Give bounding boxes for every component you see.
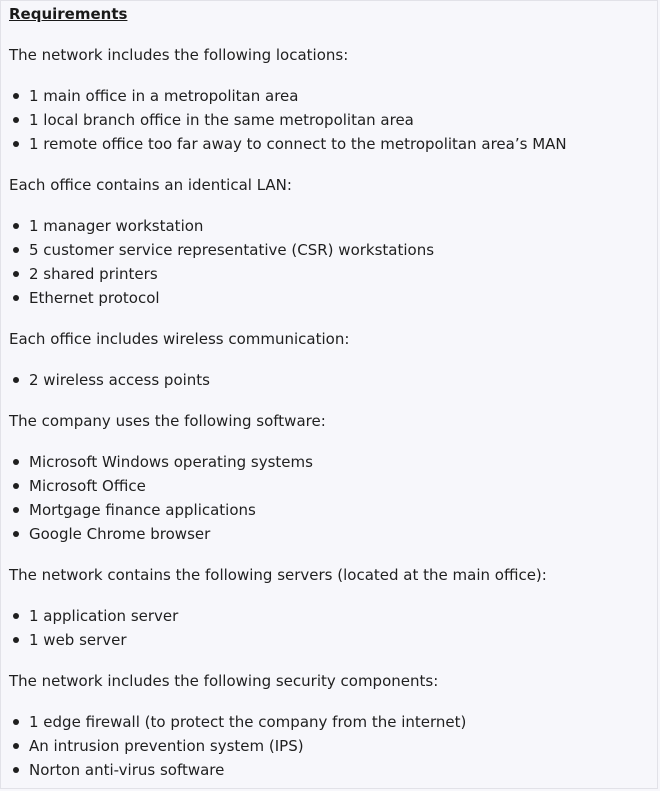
bullet-icon (13, 719, 19, 725)
section-intro-locations: The network includes the following locations: (9, 46, 349, 64)
list-item: Mortgage finance applications (9, 500, 657, 520)
list-software (9, 452, 657, 544)
bullet-icon (13, 459, 19, 465)
list-servers (9, 606, 657, 650)
bullet-icon (13, 507, 19, 513)
list-item: 5 customer service representative (CSR) workstations (9, 240, 657, 260)
list-item: Google Chrome browser (9, 524, 657, 544)
bullet-icon (13, 223, 19, 229)
bullet-icon (13, 141, 19, 147)
list-item: Microsoft Windows operating systems (9, 452, 657, 472)
bullet-icon (13, 377, 19, 383)
list-item: 1 edge firewall (to protect the company from the internet) (9, 712, 657, 732)
bullet-icon (13, 271, 19, 277)
list-lan (9, 216, 657, 308)
list-item: 1 local branch office in the same metropolitan area (9, 110, 657, 130)
bullet-icon (13, 613, 19, 619)
bullet-icon (13, 295, 19, 301)
list-item: 2 wireless access points (9, 370, 657, 390)
list-item: 1 web server (9, 630, 657, 650)
section-intro-lan: Each office contains an identical LAN: (9, 176, 292, 194)
list-item: Microsoft Office (9, 476, 657, 496)
page-title: Requirements (9, 5, 128, 23)
list-item: An intrusion prevention system (IPS) (9, 736, 657, 756)
section-intro-security: The network includes the following security components: (9, 672, 439, 690)
list-item: 1 remote office too far away to connect to the metropolitan area’s MAN (9, 134, 657, 154)
section-intro-software: The company uses the following software: (9, 412, 326, 430)
bullet-icon (13, 637, 19, 643)
section-intro-wireless: Each office includes wireless communication: (9, 330, 350, 348)
list-item: 1 main office in a metropolitan area (9, 86, 657, 106)
bullet-icon (13, 247, 19, 253)
bullet-icon (13, 117, 19, 123)
list-locations (9, 86, 657, 154)
bullet-icon (13, 743, 19, 749)
list-item: 2 shared printers (9, 264, 657, 284)
list-item: 1 application server (9, 606, 657, 626)
bullet-icon (13, 93, 19, 99)
bullet-icon (13, 531, 19, 537)
list-item: 1 manager workstation (9, 216, 657, 236)
bullet-icon (13, 483, 19, 489)
bullet-icon (13, 767, 19, 773)
list-security (9, 712, 657, 780)
list-item: Norton anti-virus software (9, 760, 657, 780)
section-intro-servers: The network contains the following servers (located at the main office): (9, 566, 547, 584)
list-wireless (9, 370, 657, 390)
list-item: Ethernet protocol (9, 288, 657, 308)
